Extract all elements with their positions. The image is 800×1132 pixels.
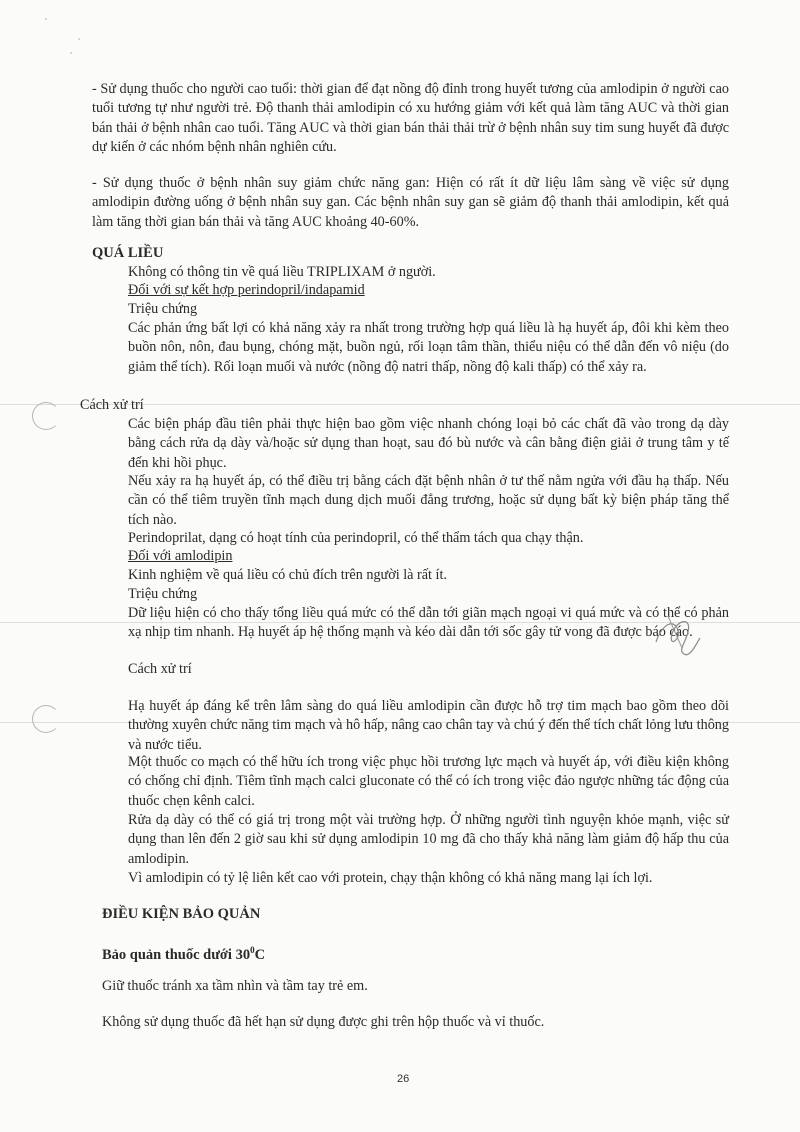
amlodipine-experience: Kinh nghiệm về quá liều có chủ đích trên người là rất ít. <box>128 567 447 583</box>
storage-children-warning: Giữ thuốc tránh xa tầm nhìn và tầm tay trẻ em. <box>102 978 368 994</box>
treatment-paragraph: Một thuốc co mạch có thể hữu ích trong việc phục hồi trương lực mạch và huyết áp, với điều kiện không có chống chỉ định. Tiêm tĩnh mạch calci gluconate có thể có ích trong việc đảo ngược những tác động của thuốc chẹn kênh calci. <box>128 754 729 809</box>
treatment-paragraph: Vì amlodipin có tỷ lệ liên kết cao với protein, chạy thận không có khả năng mang lại ích lợi. <box>128 870 653 886</box>
storage-expiry-warning: Không sử dụng thuốc đã hết hạn sử dụng được ghi trên hộp thuốc và vỉ thuốc. <box>102 1014 545 1030</box>
storage-temperature-degree: 0 <box>250 945 255 955</box>
storage-temperature-unit: C <box>254 946 266 963</box>
treatment-paragraph: Perindoprilat, dạng có hoạt tính của perindopril, có thể thẩm tách qua chạy thận. <box>128 530 584 546</box>
binder-hole-mark <box>32 402 60 430</box>
storage-temperature-text: Bảo quản thuốc dưới 30 <box>102 946 251 963</box>
treatment-paragraph: Các biện pháp đầu tiên phải thực hiện bao gồm việc nhanh chóng loại bỏ các chất đã vào trong dạ dày bằng cách rửa dạ dày và/hoặc sử dụng than hoạt, sau đó bù nước và cân bằng điện giải ở trung tâm y tế đến khi hồi phục. <box>128 416 729 471</box>
geriatric-use-paragraph: - Sử dụng thuốc cho người cao tuổi: thời gian để đạt nồng độ đỉnh trong huyết tương của amlodipin ở người cao tuổi tương tự như người trẻ. Độ thanh thải amlodipin có xu hướng giảm với kết quả làm tăng AUC và thời gian bán thải ở bệnh nhân cao tuổi. Tăng AUC và thời gian bán thải thải trừ ở bệnh nhân suy tim sung huyết đã được dự kiến ở các nhóm bệnh nhân nghiên cứu. <box>92 81 729 155</box>
page-number: 26 <box>397 1073 410 1085</box>
scan-speck <box>78 38 80 40</box>
treatment-paragraph: Rửa dạ dày có thể có giá trị trong một vài trường hợp. Ở những người tình nguyện khỏe mạnh, việc sử dụng than lên đến 2 giờ sau khi sử dụng amlodipin 10 mg đã cho thấy khả năng làm giảm độ hấp thu của amlodipin. <box>128 812 729 867</box>
storage-heading: ĐIỀU KIỆN BẢO QUẢN <box>102 906 261 922</box>
hepatic-impairment-paragraph: - Sử dụng thuốc ở bệnh nhân suy giảm chức năng gan: Hiện có rất ít dữ liệu lâm sàng về việc sử dụng amlodipin đường uống ở bệnh nhân suy gan. Các bệnh nhân suy gan sẽ giảm độ thanh thải amlodipin, kết quả làm tăng thời gian bán thải và tăng AUC khoảng 40-60%. <box>92 175 729 230</box>
storage-temperature <box>102 941 265 965</box>
symptoms-label: Triệu chứng <box>128 586 198 602</box>
amlodipine-heading: Đối với amlodipin <box>128 548 233 564</box>
treatment-paragraph: Nếu xảy ra hạ huyết áp, có thể điều trị bằng cách đặt bệnh nhân ở tư thế nằm ngửa với đầu hạ thấp. Nếu cần có thể tiêm truyền tĩnh mạch dung dịch muối đẳng trương, hoặc sử dụng bất kỳ biện pháp tăng thể tích nào. <box>128 473 729 528</box>
overdose-heading: QUÁ LIỀU <box>92 245 164 261</box>
treatment-paragraph: Hạ huyết áp đáng kể trên lâm sàng do quá liều amlodipin cần được hỗ trợ tim mạch bao gồm theo dõi thường xuyên chức năng tim mạch và hô hấp, nâng cao chân tay và chú ý đến thể tích chất lỏng lưu thông và nước tiểu. <box>128 698 729 753</box>
symptoms-paragraph: Các phản ứng bất lợi có khả năng xảy ra nhất trong trường hợp quá liều là hạ huyết áp, đôi khi kèm theo buồn nôn, nôn, đau bụng, chóng mặt, buồn ngủ, rối loạn tâm thần, thiểu niệu có thể dẫn đến vô niệu (do giảm thể tích). Rối loạn muối và nước (nồng độ natri thấp, nồng độ kali thấp) có thể xảy ra. <box>128 320 729 375</box>
perindopril-indapamide-heading: Đối với sự kết hợp perindopril/indapamid <box>128 282 365 298</box>
symptoms-paragraph: Dữ liệu hiện có cho thấy tổng liều quá mức có thể dẫn tới giãn mạch ngoại vi quá mức và có thể có phản xạ nhịp tim nhanh. Hạ huyết áp hệ thống mạnh và kéo dài dẫn tới sốc gây tử vong đã được báo cáo. <box>128 605 729 641</box>
scan-speck <box>45 18 47 20</box>
scan-speck <box>70 52 72 54</box>
handwritten-signature <box>648 604 708 664</box>
binder-hole-mark <box>32 705 60 733</box>
treatment-label: Cách xử trí <box>128 661 192 677</box>
symptoms-label: Triệu chứng <box>128 301 198 317</box>
overdose-no-info: Không có thông tin về quá liều TRIPLIXAM ở người. <box>128 264 436 280</box>
treatment-label: Cách xử trí <box>80 397 144 413</box>
